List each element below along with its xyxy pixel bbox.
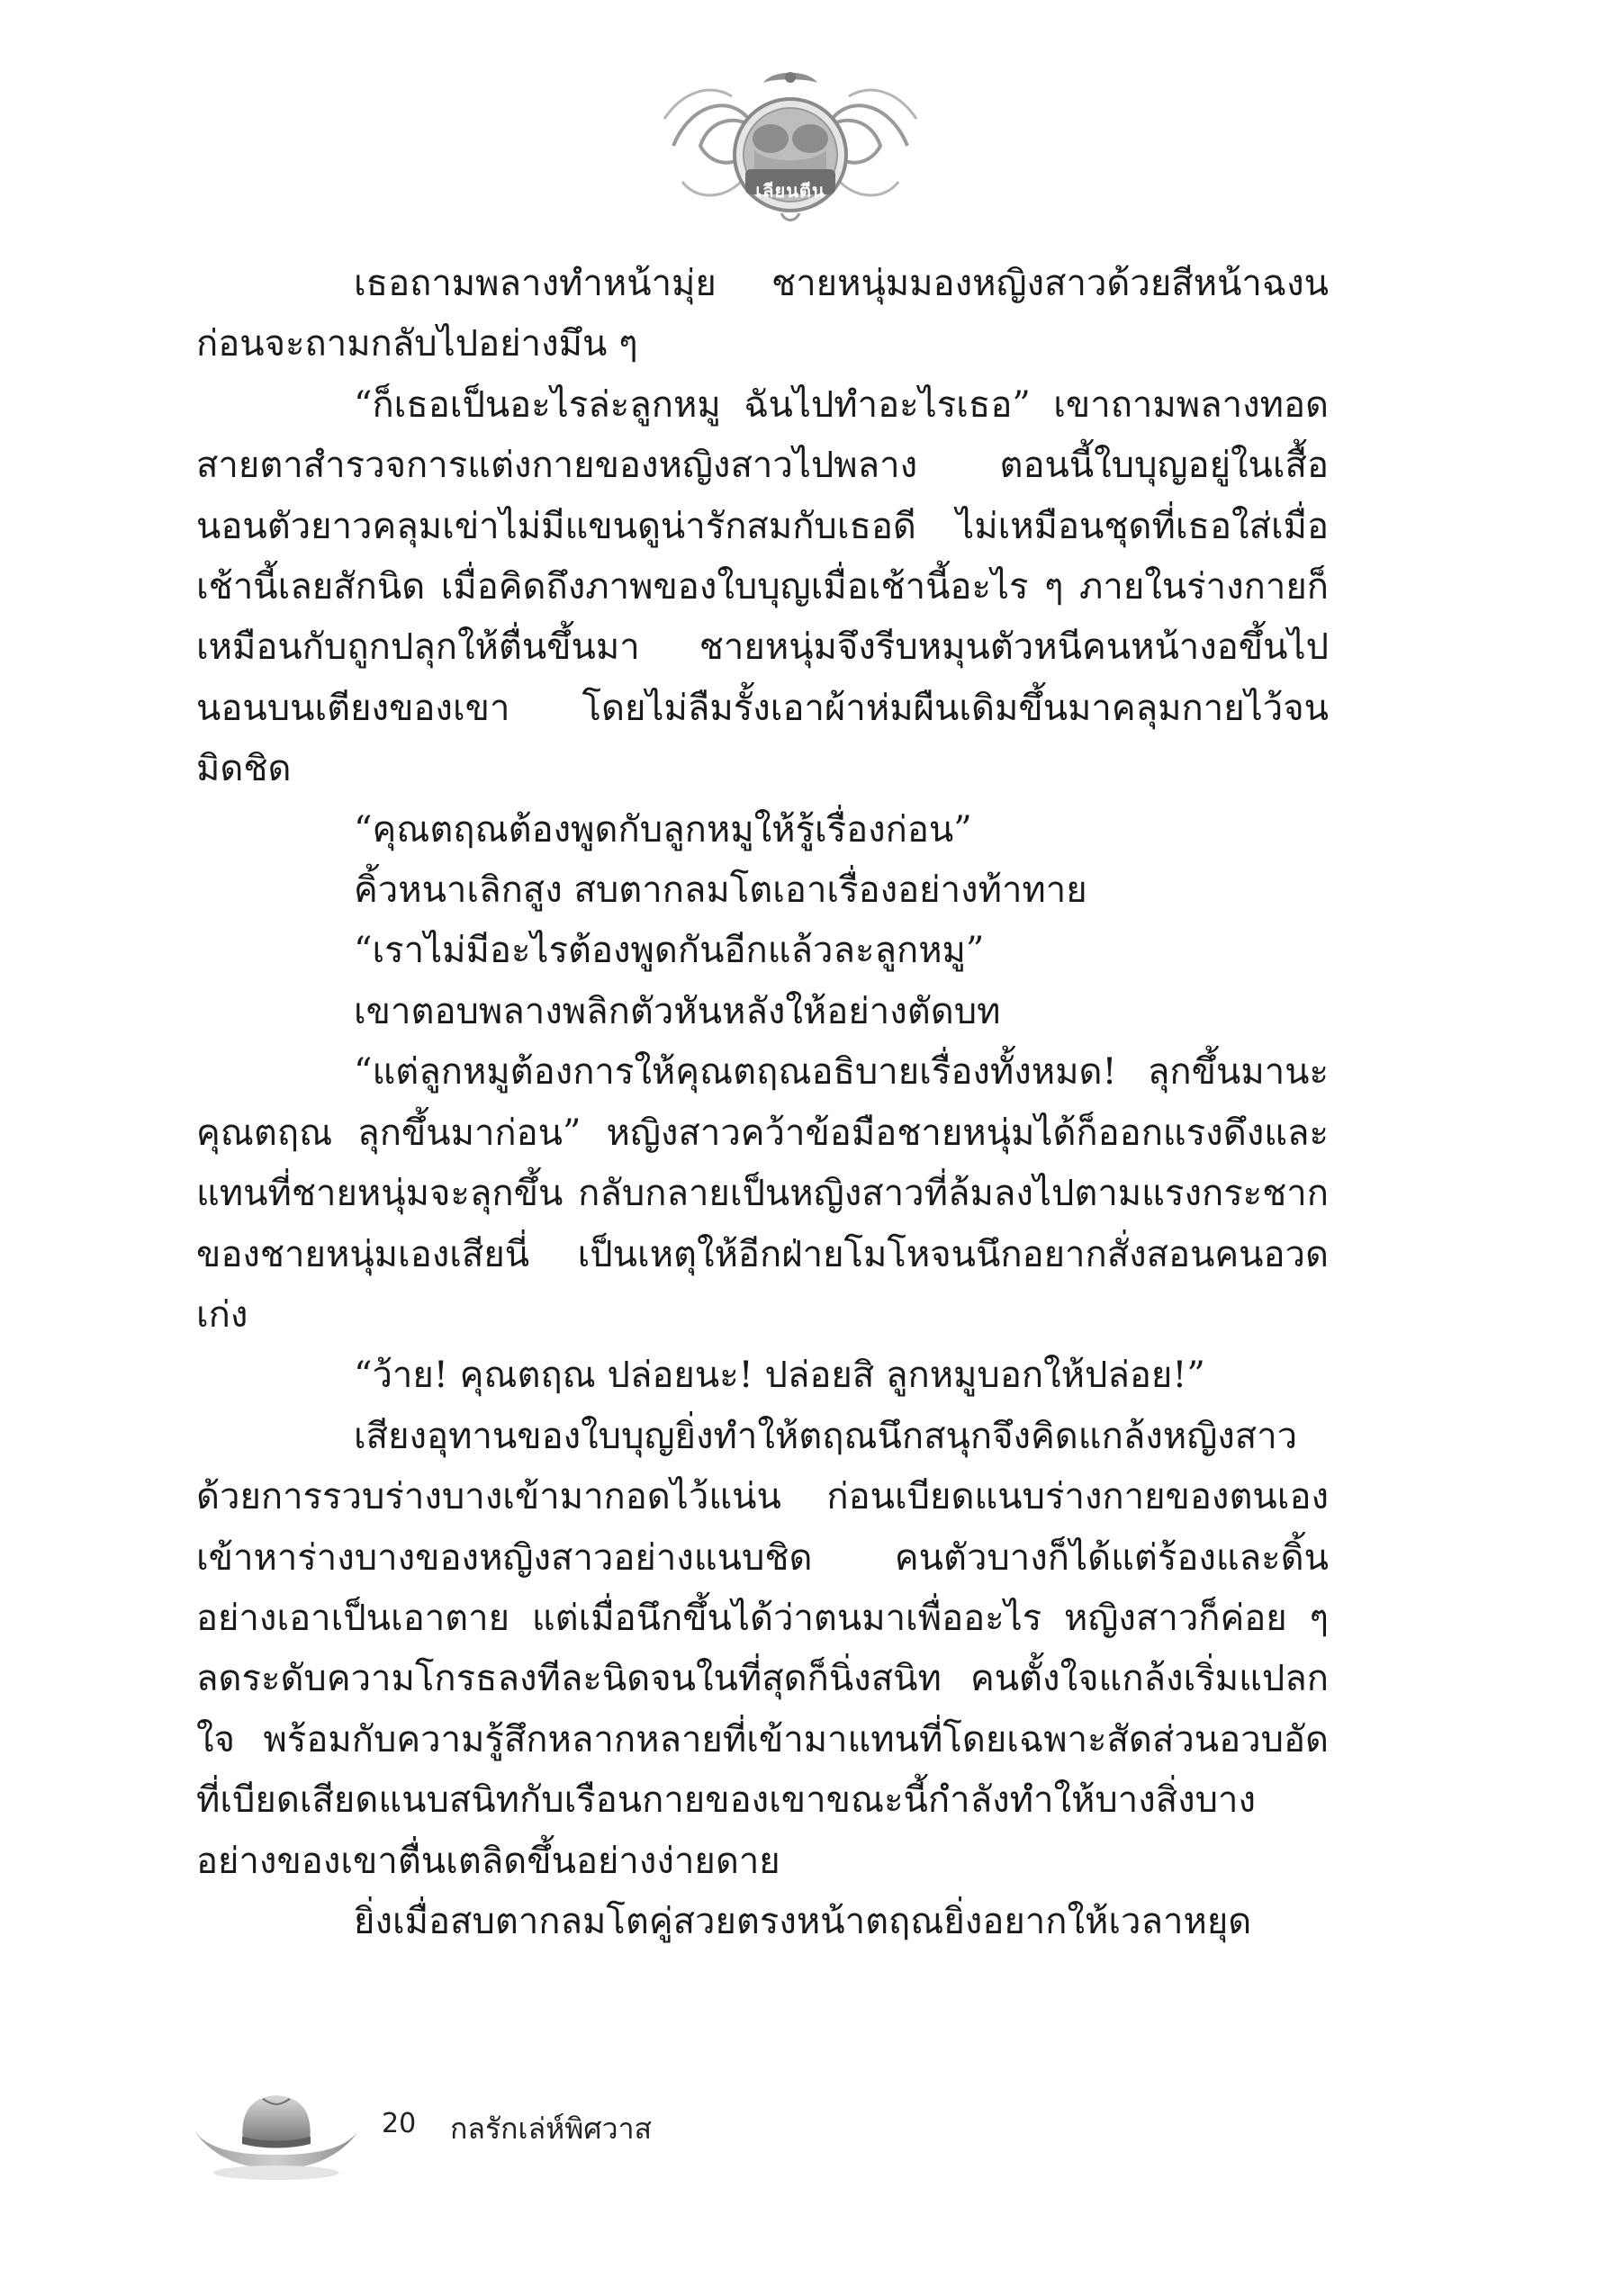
paragraph: “แต่ลูกหมูต้องการให้คุณตฤณอธิบายเรื่องทั้งหมด! ลุกขึ้นมานะคุณตฤณ ลุกขึ้นมาก่อน” หญิงสาวคว้าข้อมือชายหนุ่มได้ก็ออกแรงดึงและแทนที่ชายหนุ่มจะลุกขึ้น กลับกลายเป็นหญิงสาวที่ล้มลงไปตามแรงกระชากของชายหนุ่มเองเสียนี่ เป็นเหตุให้อีกฝ่ายโมโหจนนึกอยากสั่งสอนคนอวดเก่ง	[196, 1051, 1329, 1336]
paragraph: คิ้วหนาเลิกสูง สบตากลมโตเอาเรื่องอย่างท้าทาย	[354, 869, 1087, 912]
page-number: 20	[382, 2108, 417, 2139]
paragraph: “ว้าย! คุณตฤณ ปล่อยนะ! ปล่อยสิ ลูกหมูบอกให้ปล่อย!”	[354, 1355, 1205, 1397]
book-title: กลรักเล่ห์พิศวาส	[450, 2111, 653, 2146]
paragraph: ยิ่งเมื่อสบตากลมโตคู่สวยตรงหน้าตฤณยิ่งอยากให้เวลาหยุด	[354, 1900, 1252, 1942]
story-body	[196, 254, 1329, 1952]
header-emblem	[655, 65, 925, 227]
cowboy-hat-icon	[191, 2086, 362, 2187]
paragraph: “คุณตฤณต้องพูดกับลูกหมูให้รู้เรื่องก่อน”	[354, 808, 972, 851]
emblem-logo-text: เลียนตีน	[755, 180, 825, 202]
paragraph: เขาตอบพลางพลิกตัวหันหลังให้อย่างตัดบท	[354, 990, 1001, 1032]
paragraph: “ก็เธอเป็นอะไรล่ะลูกหมู ฉันไปทำอะไรเธอ” เขาถามพลางทอดสายตาสำรวจการแต่งกายของหญิงสาวไปพลาง ตอนนี้ใบบุญอยู่ในเสื้อนอนตัวยาวคลุมเข่าไม่มีแขนดูน่ารักสมกับเธอดี ไม่เหมือนชุดที่เธอใส่เมื่อเช้านี้เลยสักนิด เมื่อคิดถึงภาพของใบบุญเมื่อเช้านี้อะไร ๆ ภายในร่างกายก็เหมือนกับถูกปลุกให้ตื่นขึ้นมา ชายหนุ่มจึงรีบหมุนตัวหนีคนหน้างอขึ้นไปนอนบนเตียงของเขา โดยไม่ลืมรั้งเอาผ้าห่มผืนเดิมขึ้นมาคลุมกายไว้จนมิดชิด	[196, 383, 1329, 790]
paragraph: เธอถามพลางทำหน้ามุ่ย ชายหนุ่มมองหญิงสาวด้วยสีหน้าฉงน ก่อนจะถามกลับไปอย่างมึน ๆ	[196, 263, 1329, 365]
paragraph: เสียงอุทานของใบบุญยิ่งทำให้ตฤณนึกสนุกจึงคิดแกล้งหญิงสาวด้วยการรวบร่างบางเข้ามากอดไว้แน่น ก่อนเบียดแนบร่างกายของตนเองเข้าหาร่างบางของหญิงสาวอย่างแนบชิด คนตัวบางก็ได้แต่ร้องและดิ้นอย่างเอาเป็นเอาตาย แต่เมื่อนึกขึ้นได้ว่าตนมาเพื่ออะไร หญิงสาวก็ค่อย ๆ ลดระดับความโกรธลงทีละนิดจนในที่สุดก็นิ่งสนิท คนตั้งใจแกล้งเริ่มแปลกใจ พร้อมกับความรู้สึกหลากหลายที่เข้ามาแทนที่โดยเฉพาะสัดส่วนอวบอัดที่เบียดเสียดแนบสนิทกับเรือนกายของเขาขณะนี้กำลังทำให้บางสิ่งบางอย่างของเขาตื่นเตลิดขึ้นอย่างง่ายดาย	[196, 1415, 1329, 1882]
paragraph: “เราไม่มีอะไรต้องพูดกันอีกแล้วละลูกหมู”	[354, 930, 985, 972]
